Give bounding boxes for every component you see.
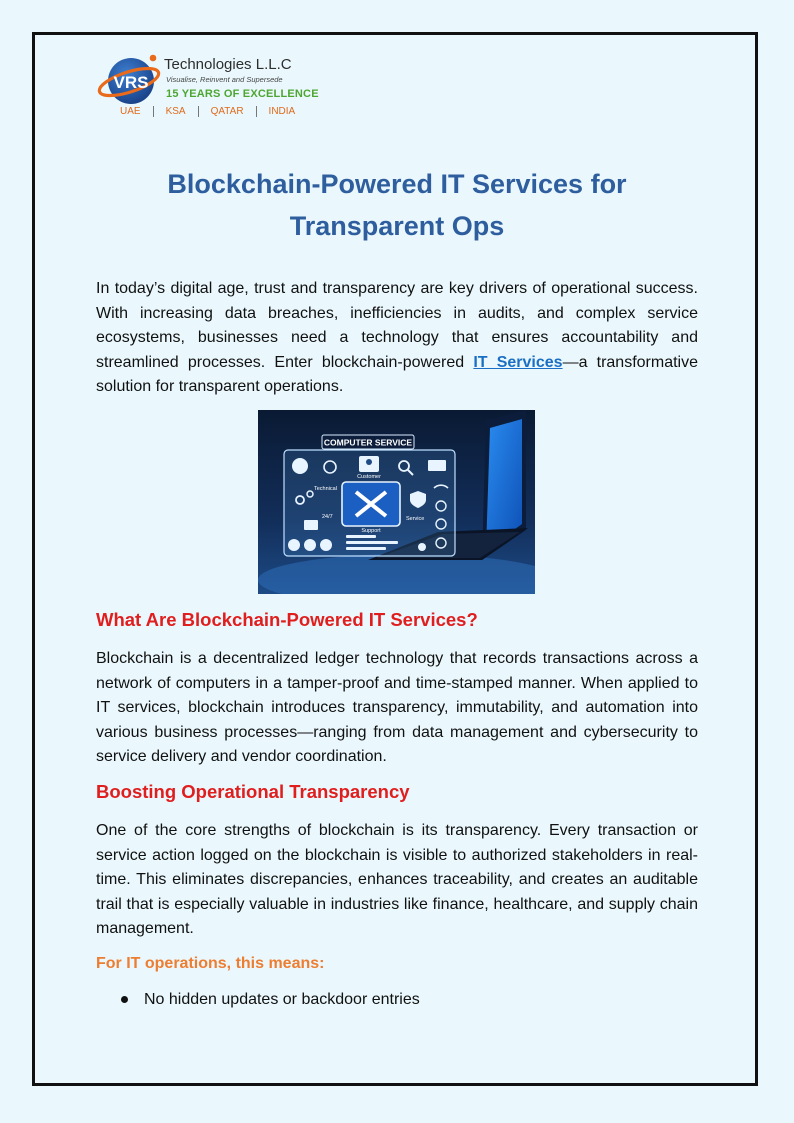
- thumbs-up-icon: [418, 543, 426, 551]
- logo-mark-text: VRS: [113, 73, 149, 92]
- hero-label-service: Service: [406, 516, 425, 522]
- hero-label-hours: 24/7: [322, 514, 333, 520]
- first-aid-icon: [304, 520, 318, 530]
- company-logo[interactable]: [96, 52, 336, 122]
- intro-text-before: In today’s digital age, trust and transparency are key drivers of operational success. With increasing data breaches, inefficiencies in audits, and complex service ecosystems, businesses need a technology that ensures accountability and streamlined processes. Enter blockchain-powered: [96, 280, 698, 371]
- region-qatar: QATAR: [210, 106, 244, 117]
- region-india: INDIA: [268, 106, 296, 117]
- logo-regions: [120, 106, 295, 117]
- laptop-icon: [428, 460, 446, 471]
- region-divider: [153, 106, 154, 117]
- region-divider: [256, 106, 257, 117]
- intro-paragraph: [96, 277, 698, 400]
- region-ksa: KSA: [165, 106, 186, 117]
- computer-service-illustration: [258, 410, 535, 594]
- region-divider: [198, 106, 199, 117]
- logo-company-name: Technologies L.L.C: [164, 56, 292, 73]
- hero-header-text: COMPUTER SERVICE: [323, 437, 413, 448]
- it-operations-subheading: For IT operations, this means:: [96, 955, 325, 972]
- vrs-globe-icon: [96, 52, 162, 108]
- it-operations-list: [96, 988, 698, 1012]
- section-heading-transparency: Boosting Operational Transparency: [96, 781, 410, 802]
- logo-years-badge: 15 YEARS OF EXCELLENCE: [166, 88, 319, 100]
- section-body-what: Blockchain is a decentralized ledger technology that records transactions across a network of computers in a tamper-proof and time-stamped manner. When applied to IT services, blockchain introduces transparency, immutability, and automation into various business processes—ranging from data management and cybersecurity to service delivery and vendor coordination.: [96, 650, 698, 766]
- list-item: No hidden updates or backdoor entries: [96, 988, 698, 1012]
- hero-label-customer: Customer: [357, 474, 381, 480]
- section-heading-what: What Are Blockchain-Powered IT Services?: [96, 609, 478, 630]
- it-services-link[interactable]: IT Services: [473, 353, 563, 371]
- logo-tagline: Visualise, Reinvent and Supersede: [166, 75, 283, 84]
- region-uae: UAE: [120, 106, 141, 117]
- hero-label-technical: Technical: [314, 486, 337, 492]
- hero-image: [258, 410, 535, 594]
- intro-text-after: —a transformative solution for transparent operations.: [96, 353, 699, 396]
- page-title: Blockchain-Powered IT Services for Transparent Ops: [167, 169, 627, 241]
- pie-chart-icon: [288, 539, 300, 551]
- hero-label-support: Support: [361, 528, 381, 534]
- globe-icon: [292, 458, 308, 474]
- section-body-transparency: One of the core strengths of blockchain is its transparency. Every transaction or service action logged on the blockchain is visible to authorized stakeholders in real-time. This eliminates discrepancies, enhances traceability, and creates an auditable trail that is especially valuable in industries like finance, healthcare, and supply chain management.: [96, 822, 698, 938]
